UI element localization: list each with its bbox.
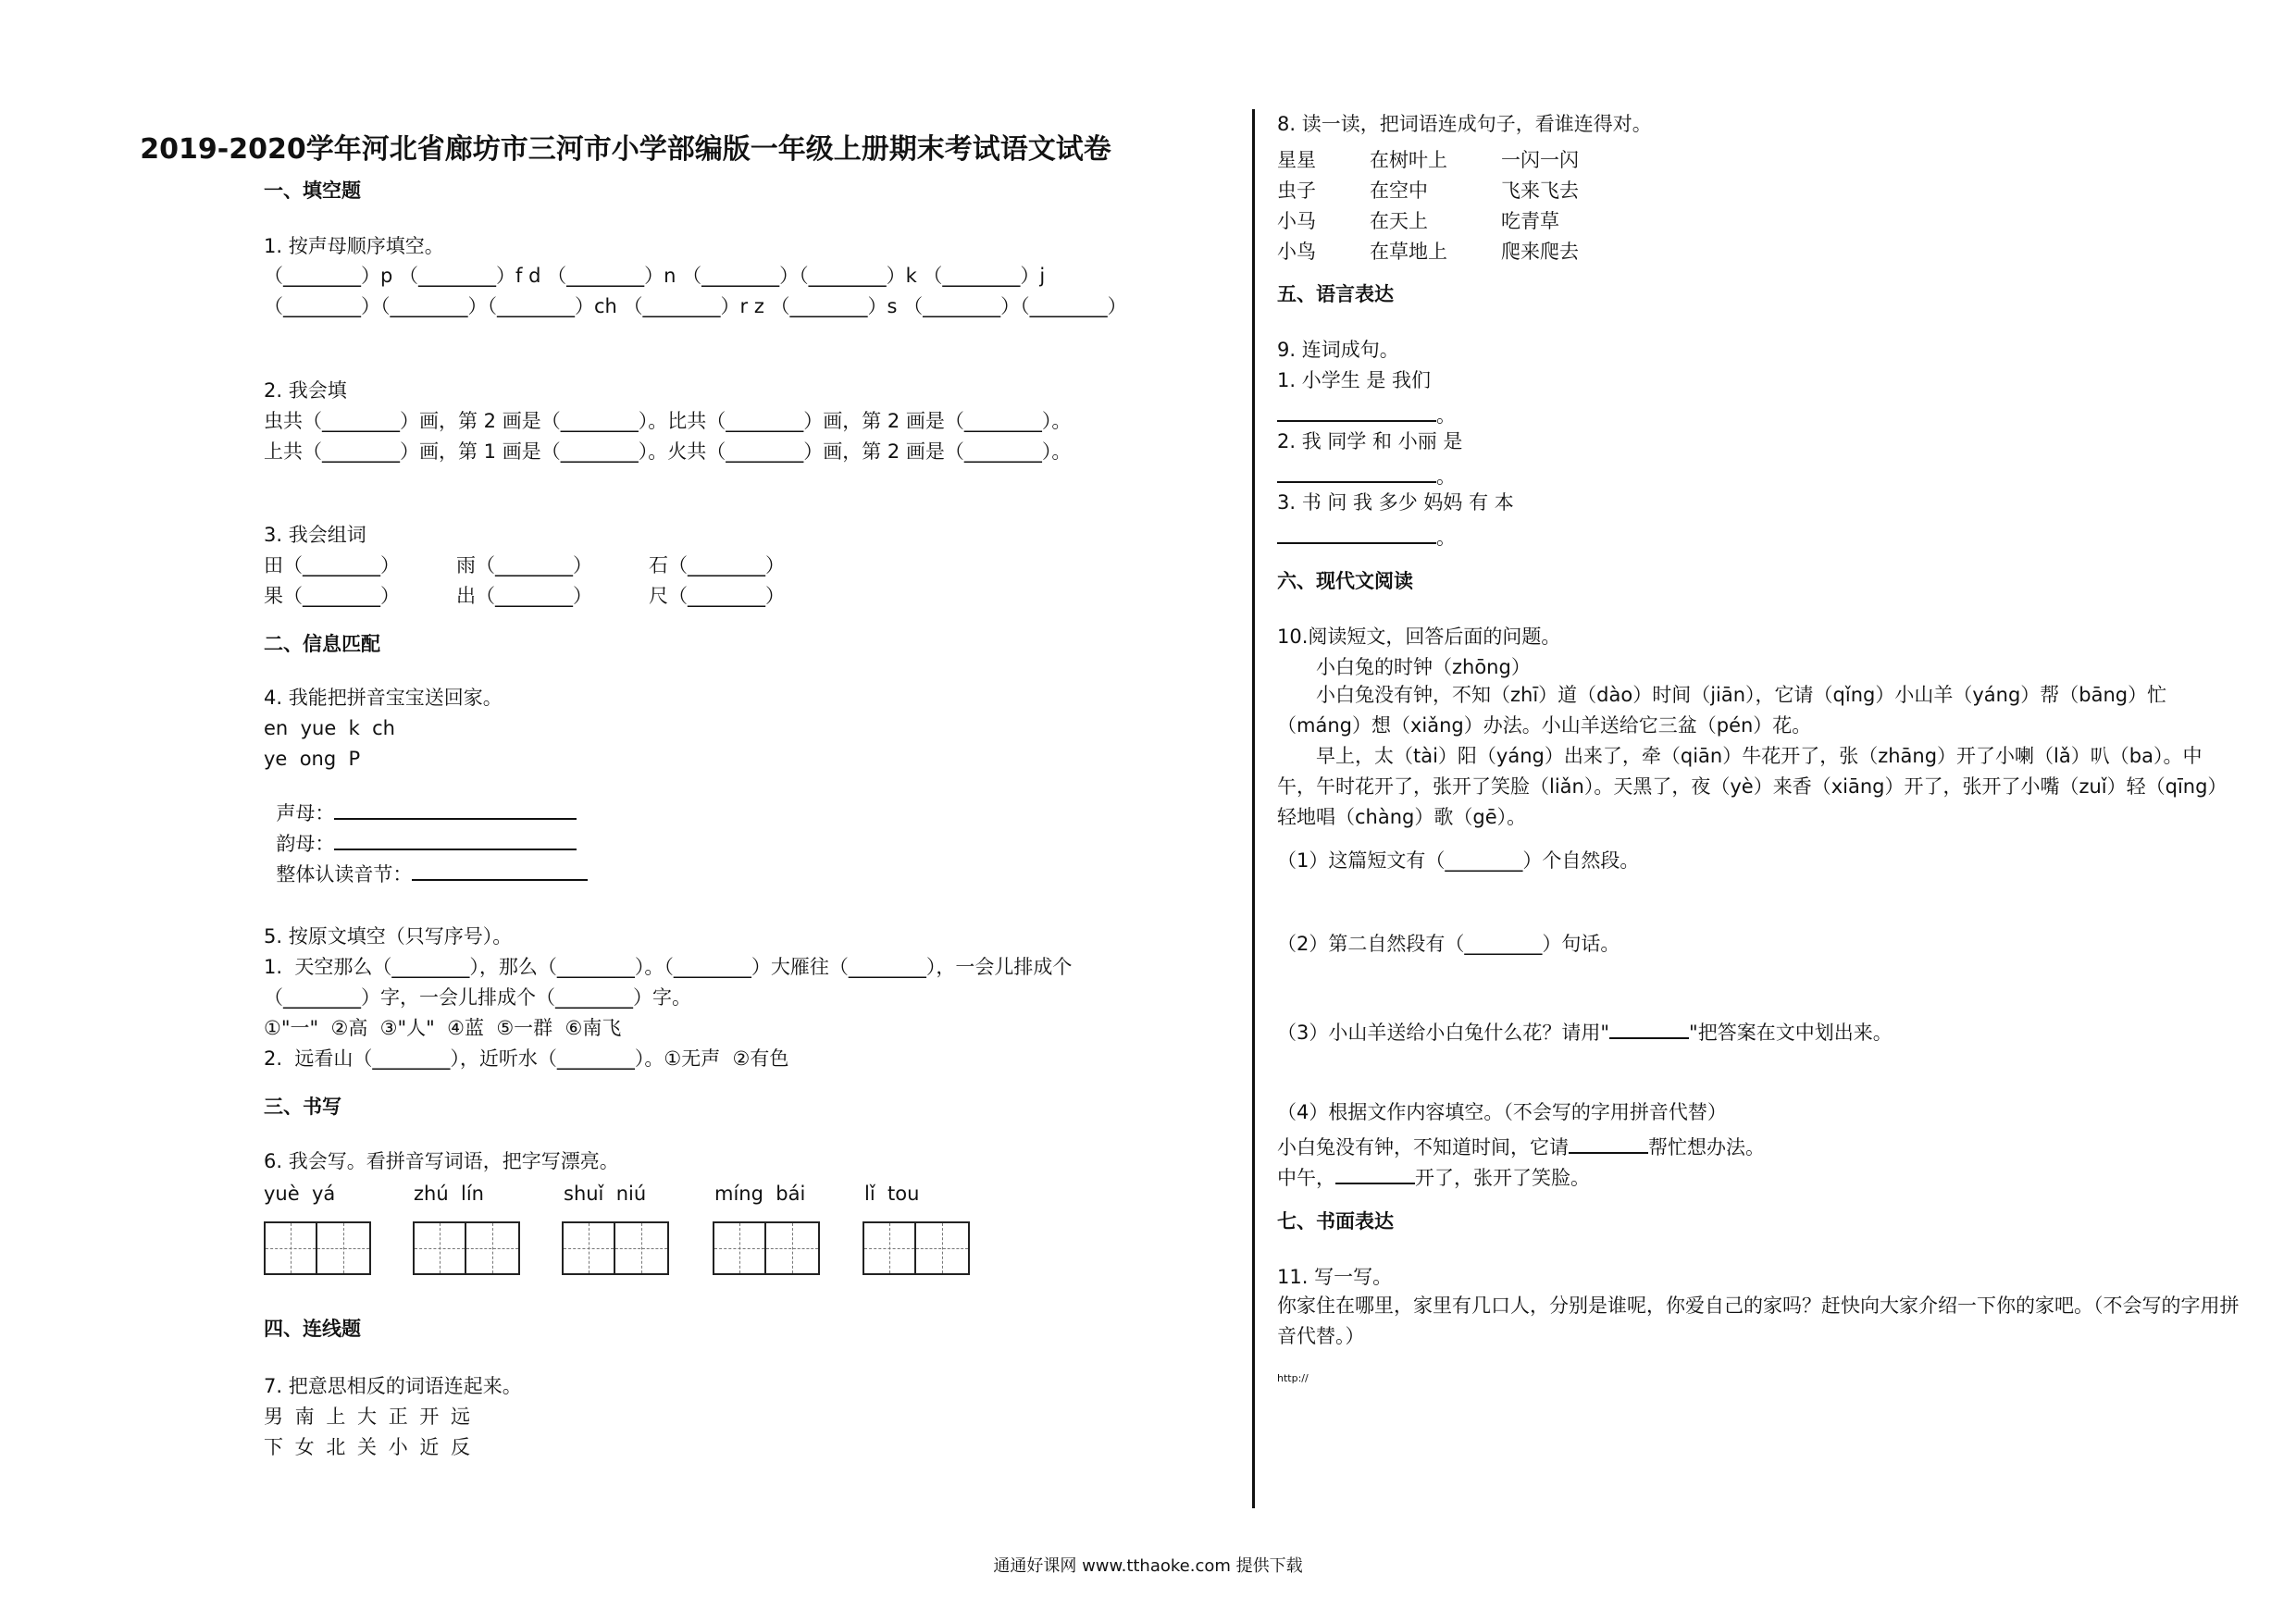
writing-cell[interactable] bbox=[466, 1221, 520, 1275]
q8-prompt: 8. 读一读，把词语连成句子，看谁连得对。 bbox=[1277, 113, 1652, 135]
q7-row-2: 下 女 北 关 小 近 反 bbox=[264, 1436, 471, 1458]
q11-small-url: http:// bbox=[1277, 1372, 1309, 1384]
writing-cell[interactable] bbox=[615, 1221, 669, 1275]
q10-paragraph-2: 早上，太（tài）阳（yáng）出来了，牵（qiān）牛花开了，张（zhāng）开了小喇（lǎ）叭（ba）。中午，午时花开了，张开了笑脸（liǎn）。天黑了，夜（yè）来香（xiāng）开了，张开了小嘴（zuǐ）轻（qīng）轻地唱（chàng）歌（gē）。 bbox=[1277, 745, 2228, 828]
q9-period: 。 bbox=[1436, 465, 1456, 488]
q6-pinyin-1: yuè yá bbox=[264, 1183, 336, 1205]
q5-row-1: 1. 天空那么（________），那么（________）。（________）大雁往（________），一会儿排成个 bbox=[264, 956, 1073, 978]
q10-sub-1: （1）这篇短文有（________）个自然段。 bbox=[1277, 849, 1640, 872]
q3-word-4: 果（________） bbox=[264, 585, 400, 607]
q10-sub-3-end: "把答案在文中划出来。 bbox=[1689, 1022, 1893, 1044]
q4-prompt: 4. 我能把拼音宝宝送回家。 bbox=[264, 687, 503, 709]
q10-fill-2 bbox=[1277, 1164, 1590, 1188]
section-heading-line-matching: 四、连线题 bbox=[264, 1318, 361, 1340]
q10-fill-2-blank[interactable] bbox=[1335, 1164, 1415, 1184]
q9-answer-1 bbox=[1277, 402, 1456, 426]
q10-fill-2-start: 中午， bbox=[1277, 1167, 1335, 1189]
q5-row-3: 2. 远看山（________），近听水（________）。①无声 ②有色 bbox=[264, 1047, 789, 1070]
q1-prompt: 1. 按声母顺序填空。 bbox=[264, 235, 444, 257]
writing-grid-2[interactable] bbox=[413, 1221, 520, 1275]
q9-answer-blank[interactable] bbox=[1277, 524, 1436, 544]
q2-prompt: 2. 我会填 bbox=[264, 379, 347, 402]
q5-prompt: 5. 按原文填空（只写序号）。 bbox=[264, 925, 513, 948]
writing-cell[interactable] bbox=[264, 1221, 317, 1275]
q9-prompt: 9. 连词成句。 bbox=[1277, 339, 1399, 361]
q3-prompt: 3. 我会组词 bbox=[264, 524, 366, 546]
writing-grid-3[interactable] bbox=[562, 1221, 669, 1275]
q9-answer-blank[interactable] bbox=[1277, 463, 1436, 483]
q10-sub-3-start: （3）小山羊送给小白兔什么花？请用" bbox=[1277, 1022, 1610, 1044]
column-divider bbox=[1252, 109, 1255, 1508]
q10-paragraph-1: 小白兔没有钟，不知（zhī）道（dào）时间（jiān），它请（qǐng）小山羊（yáng）帮（bāng）忙（máng）想（xiǎng）办法。小山羊送给它三盆（pén）花。 bbox=[1277, 684, 2167, 737]
q2-row-1: 虫共（________）画，第 2 画是（________）。比共（________）画，第 2 画是（________）。 bbox=[264, 410, 1072, 432]
writing-grid-5[interactable] bbox=[863, 1221, 970, 1275]
q10-fill-1 bbox=[1277, 1134, 1765, 1158]
q4-whole-label: 整体认读音节： bbox=[276, 863, 413, 886]
q9-item-1: 1. 小学生 是 我们 bbox=[1277, 369, 1432, 391]
writing-cell[interactable] bbox=[713, 1221, 766, 1275]
q4-pinyin-row-1: en yue k ch bbox=[264, 717, 395, 739]
section-heading-writing: 三、书写 bbox=[264, 1096, 341, 1118]
q4-finals-label: 韵母： bbox=[276, 833, 335, 855]
q10-fill-2-end: 开了，张开了笑脸。 bbox=[1415, 1167, 1590, 1189]
q4-initials-label: 声母： bbox=[276, 802, 335, 824]
q11-text: 你家住在哪里，家里有几口人，分别是谁呢，你爱自己的家吗？赶快向大家介绍一下你的家吧。（不会写的字用拼音代替。） bbox=[1277, 1295, 2240, 1347]
q4-whole-row bbox=[264, 841, 588, 885]
q1-row-1: （________）p （________）f d （________）n （________）（________）k （________）j bbox=[264, 265, 1046, 287]
q9-item-3: 3. 书 问 我 多少 妈妈 有 本 bbox=[1277, 491, 1514, 514]
q9-period: 。 bbox=[1436, 404, 1456, 427]
q8-place: 在草地上 bbox=[1370, 241, 1447, 263]
q8-action: 吃青草 bbox=[1501, 210, 1559, 232]
writing-cell[interactable] bbox=[916, 1221, 970, 1275]
writing-grid-4[interactable] bbox=[713, 1221, 820, 1275]
writing-cell[interactable] bbox=[562, 1221, 615, 1275]
q9-answer-blank[interactable] bbox=[1277, 402, 1436, 422]
q8-action: 一闪一闪 bbox=[1501, 149, 1579, 171]
q5-options: ①"一" ②高 ③"人" ④蓝 ⑤一群 ⑥南飞 bbox=[264, 1017, 622, 1039]
q10-fill-1-start: 小白兔没有钟，不知道时间，它请 bbox=[1277, 1136, 1569, 1158]
q6-prompt: 6. 我会写。看拼音写词语，把字写漂亮。 bbox=[264, 1150, 619, 1172]
q6-pinyin-3: shuǐ niú bbox=[564, 1183, 647, 1205]
q3-word-2: 雨（________） bbox=[456, 554, 592, 576]
q10-prompt: 10.阅读短文，回答后面的问题。 bbox=[1277, 626, 1561, 648]
q8-subject: 虫子 bbox=[1277, 180, 1316, 202]
q8-subject: 小马 bbox=[1277, 210, 1316, 232]
q9-period: 。 bbox=[1436, 527, 1456, 549]
section-heading-composition: 七、书面表达 bbox=[1277, 1210, 1394, 1233]
q7-row-1: 男 南 上 大 正 开 远 bbox=[264, 1406, 471, 1428]
q8-place: 在空中 bbox=[1370, 180, 1428, 202]
section-heading-matching: 二、信息匹配 bbox=[264, 633, 380, 655]
q10-sub-3-blank[interactable] bbox=[1609, 1019, 1689, 1039]
q3-word-6: 尺（________） bbox=[649, 585, 785, 607]
page-title: 2019-2020学年河北省廊坊市三河市小学部编版一年级上册期末考试语文试卷 bbox=[140, 133, 1111, 166]
q6-pinyin-2: zhú lín bbox=[414, 1183, 484, 1205]
q2-row-2: 上共（________）画，第 1 画是（________）。火共（________）画，第 2 画是（________）。 bbox=[264, 440, 1072, 463]
q3-word-3: 石（________） bbox=[649, 554, 785, 576]
page-footer: 通通好课网 www.tthaoke.com 提供下载 bbox=[993, 1556, 1303, 1576]
q10-fill-1-blank[interactable] bbox=[1569, 1134, 1648, 1154]
writing-cell[interactable] bbox=[413, 1221, 466, 1275]
writing-cell[interactable] bbox=[766, 1221, 820, 1275]
q8-subject: 星星 bbox=[1277, 149, 1316, 171]
q4-pinyin-row-2: ye ong P bbox=[264, 748, 361, 770]
q9-answer-2 bbox=[1277, 463, 1456, 487]
q3-word-5: 出（________） bbox=[456, 585, 592, 607]
q1-row-2: （________）（________）（________）ch （________）r z （________）s （________）（________） bbox=[264, 295, 1127, 317]
q8-subject: 小鸟 bbox=[1277, 241, 1316, 263]
section-heading-expression: 五、语言表达 bbox=[1277, 283, 1394, 305]
q8-place: 在天上 bbox=[1370, 210, 1428, 232]
q9-item-2: 2. 我 同学 和 小丽 是 bbox=[1277, 430, 1463, 452]
q5-row-2: （________）字，一会儿排成个（________）字。 bbox=[264, 986, 691, 1009]
writing-cell[interactable] bbox=[863, 1221, 916, 1275]
q10-sub-2: （2）第二自然段有（________）句话。 bbox=[1277, 933, 1620, 955]
q8-action: 飞来飞去 bbox=[1501, 180, 1579, 202]
q7-prompt: 7. 把意思相反的词语连起来。 bbox=[264, 1375, 522, 1397]
section-heading-reading: 六、现代文阅读 bbox=[1277, 570, 1413, 592]
writing-cell[interactable] bbox=[317, 1221, 371, 1275]
q3-word-1: 田（________） bbox=[264, 554, 400, 576]
q10-fill-1-end: 帮忙想办法。 bbox=[1648, 1136, 1765, 1158]
q6-pinyin-5: lǐ tou bbox=[864, 1183, 920, 1205]
q8-action: 爬来爬去 bbox=[1501, 241, 1579, 263]
writing-grid-1[interactable] bbox=[264, 1221, 371, 1275]
q4-whole-blank[interactable] bbox=[412, 861, 588, 881]
q10-sub-3 bbox=[1277, 1019, 1893, 1043]
q8-place: 在树叶上 bbox=[1370, 149, 1447, 171]
q9-answer-3 bbox=[1277, 524, 1456, 548]
q11-prompt: 11. 写一写。 bbox=[1277, 1266, 1393, 1288]
q6-pinyin-4: míng bái bbox=[714, 1183, 806, 1205]
q10-story-title: 小白兔的时钟（zhōng） bbox=[1316, 656, 1531, 678]
section-heading-fill-in: 一、填空题 bbox=[264, 180, 361, 202]
q10-sub-4: （4）根据文作内容填空。（不会写的字用拼音代替） bbox=[1277, 1101, 1727, 1123]
